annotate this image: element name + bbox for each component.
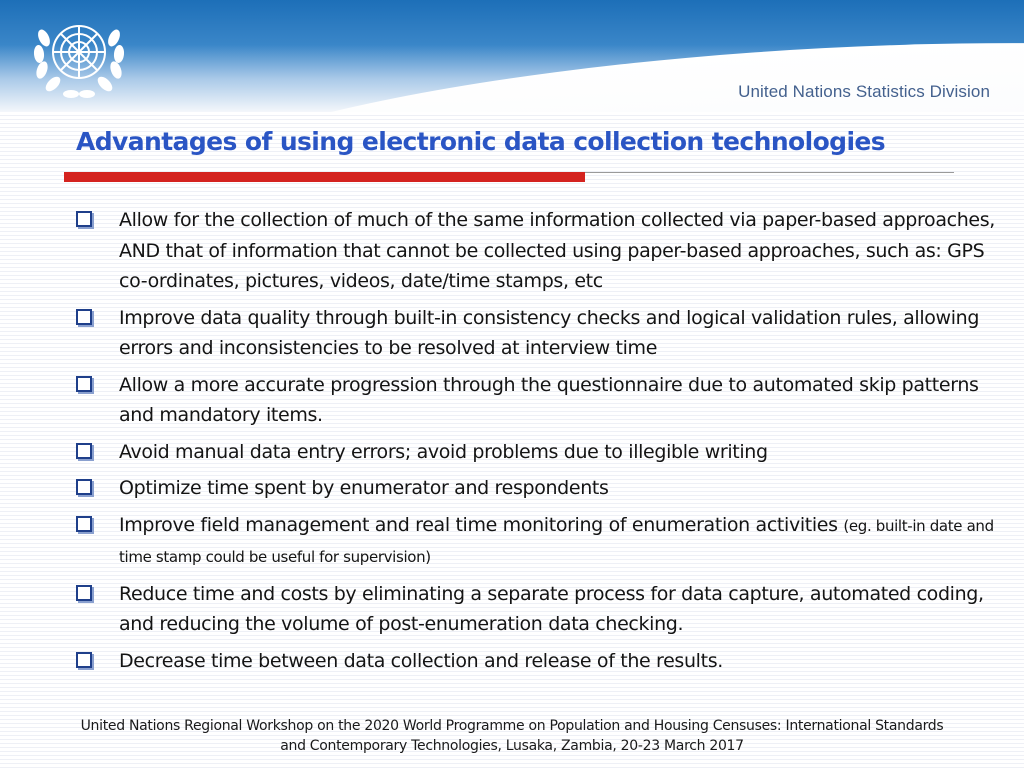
- checkbox-bullet-icon: [76, 652, 92, 668]
- footer-line-1: United Nations Regional Workshop on the 2020 World Programme on Population and Housing Censuses: International Standards: [80, 718, 944, 734]
- organization-name: United Nations Statistics Division: [738, 82, 990, 101]
- bullet-item: [74, 437, 1018, 468]
- checkbox-bullet-icon: [76, 309, 92, 325]
- checkbox-bullet-icon: [76, 376, 92, 392]
- bullet-list: [74, 205, 1018, 682]
- bullet-text: Optimize time spent by enumerator and respondents: [119, 477, 609, 499]
- bullet-item: [74, 303, 1018, 364]
- slide-title: Advantages of using electronic data collection technologies: [76, 127, 886, 156]
- checkbox-bullet-icon: [76, 516, 92, 532]
- un-emblem-icon: [28, 8, 130, 104]
- footer-line-2: and Contemporary Technologies, Lusaka, Zambia, 20-23 March 2017: [280, 738, 744, 754]
- bullet-item: [74, 579, 1018, 640]
- bullet-item: [74, 510, 1018, 573]
- checkbox-bullet-icon: [76, 211, 92, 227]
- bullet-text: Decrease time between data collection and release of the results.: [119, 649, 723, 672]
- bullet-text: Improve data quality through built-in consistency checks and logical validation rules, allowing errors and inconsistencies to be resolved at interview time: [119, 306, 980, 359]
- title-rule-accent: [64, 172, 585, 182]
- bullet-item: [74, 370, 1018, 431]
- bullet-text: Avoid manual data entry errors; avoid problems due to illegible writing: [119, 440, 768, 463]
- bullet-text: Reduce time and costs by eliminating a separate process for data capture, automated coding, and reducing the volume of post-enumeration data checking.: [119, 582, 984, 635]
- bullet-text: Allow for the collection of much of the same information collected via paper-based approaches, AND that of information that cannot be collected using paper-based approaches, such as: GPS co-ordinates, pictures, videos, date/time stamps, etc: [119, 209, 995, 292]
- bullet-item: [74, 205, 1018, 297]
- checkbox-bullet-icon: [76, 479, 92, 495]
- bullet-item: [74, 646, 1018, 677]
- bullet-text: Improve field management and real time monitoring of enumeration activities: [119, 513, 844, 536]
- slide-footer: [0, 716, 1024, 756]
- checkbox-bullet-icon: [76, 585, 92, 601]
- title-rule-line: [585, 172, 954, 173]
- bullet-text: Allow a more accurate progression through the questionnaire due to automated skip patterns and mandatory items.: [119, 373, 979, 426]
- checkbox-bullet-icon: [76, 443, 92, 459]
- title-rule: [64, 172, 954, 182]
- bullet-note: (eg. built-in date and time stamp could be useful for supervision): [119, 516, 994, 566]
- bullet-item: [74, 473, 1018, 504]
